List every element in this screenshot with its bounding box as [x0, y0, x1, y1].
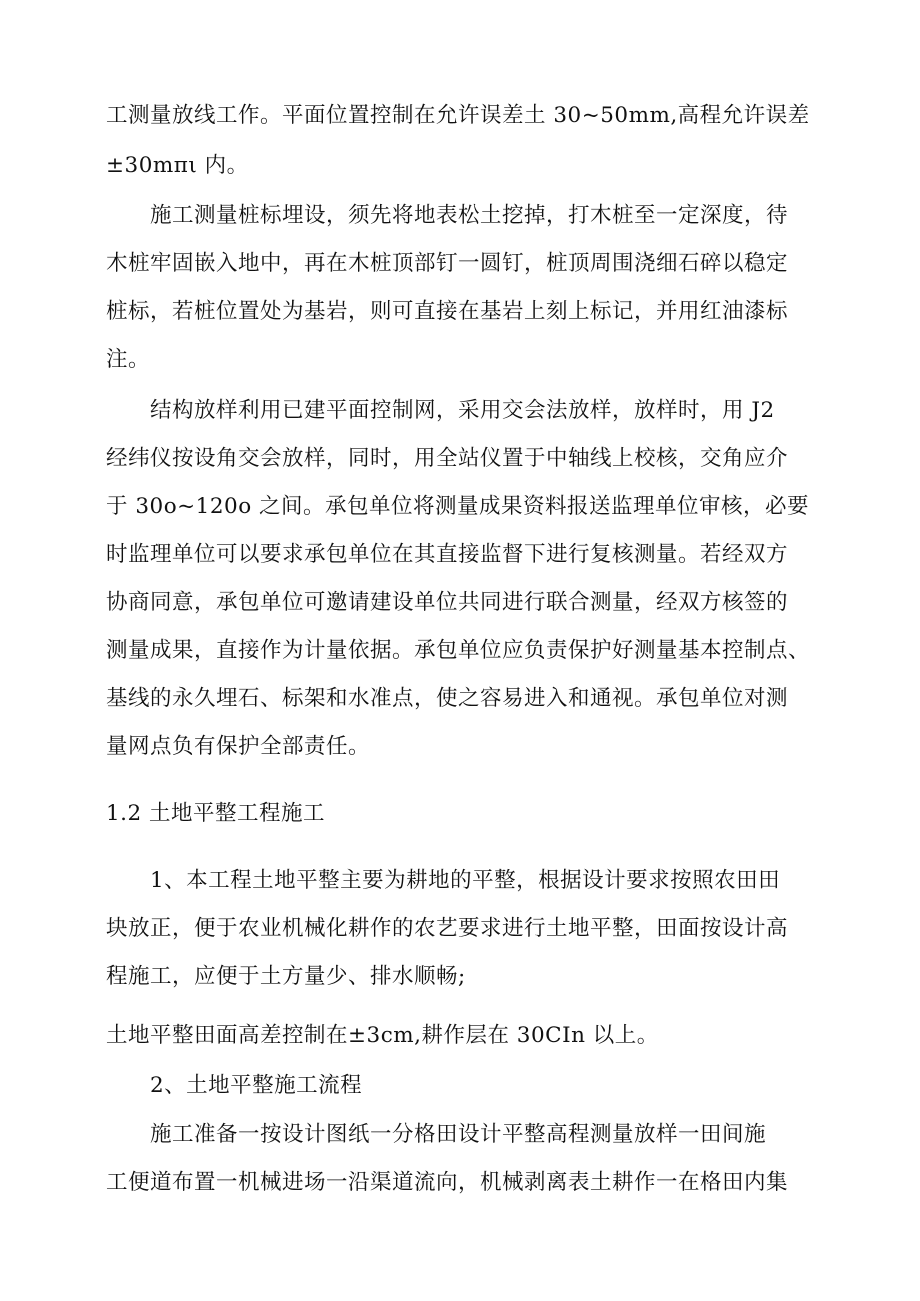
para3-line5: 协商同意，承包单位可邀请建设单位共同进行联合测量，经双方核签的: [106, 590, 789, 615]
section-heading: 1.2 土地平整工程施工: [106, 801, 326, 826]
para3-line2: 经纬仪按设角交会放样，同时，用全站仪置于中轴线上校核，交角应介: [106, 446, 789, 471]
para3-line3: 于 30o~120o 之间。承包单位将测量成果资料报送监理单位审核，必要: [106, 494, 809, 519]
para3-line4: 时监理单位可以要求承包单位在其直接监督下进行复核测量。若经双方: [106, 542, 789, 567]
para4-line1: 1、本工程土地平整主要为耕地的平整，根据设计要求按照农田田: [150, 868, 781, 893]
para1-line2: ±30mπι 内。: [106, 153, 249, 178]
para3-line1: 结构放样利用已建平面控制网，采用交会法放样，放样时，用 J2: [150, 398, 775, 423]
para5-line1: 土地平整田面高差控制在±3cm,耕作层在 30CIn 以上。: [106, 1023, 659, 1048]
para3-line7: 基线的永久埋石、标架和水准点，使之容易进入和通视。承包单位对测: [106, 686, 789, 711]
para7-line1: 施工准备一按设计图纸一分格田设计平整高程测量放样一田间施: [150, 1122, 767, 1147]
para6-line1: 2、土地平整施工流程: [150, 1073, 363, 1098]
para7-line2: 工便道布置一机械进场一沿渠道流向，机械剥离表土耕作一在格田内集: [106, 1170, 789, 1195]
para4-line3: 程施工，应便于土方量少、排水顺畅;: [106, 964, 466, 989]
para2-line4: 注。: [106, 347, 151, 372]
para1-line1: 工测量放线工作。平面位置控制在允许误差土 30~50mm,高程允许误差: [106, 103, 810, 128]
para2-line3: 桩标，若桩位置处为基岩，则可直接在基岩上刻上标记，并用红油漆标: [106, 299, 789, 324]
para3-line8: 量网点负有保护全部责任。: [106, 734, 371, 759]
para4-line2: 块放正，便于农业机械化耕作的农艺要求进行土地平整，田面按设计高: [106, 916, 789, 941]
para2-line1: 施工测量桩标埋设，须先将地表松土挖掉，打木桩至一定深度，待: [150, 203, 789, 228]
para3-line6: 测量成果，直接作为计量依据。承包单位应负责保护好测量基本控制点、: [106, 638, 811, 663]
para2-line2: 木桩牢固嵌入地中，再在木桩顶部钉一圆钉，桩顶周围浇细石碎以稳定: [106, 251, 789, 276]
